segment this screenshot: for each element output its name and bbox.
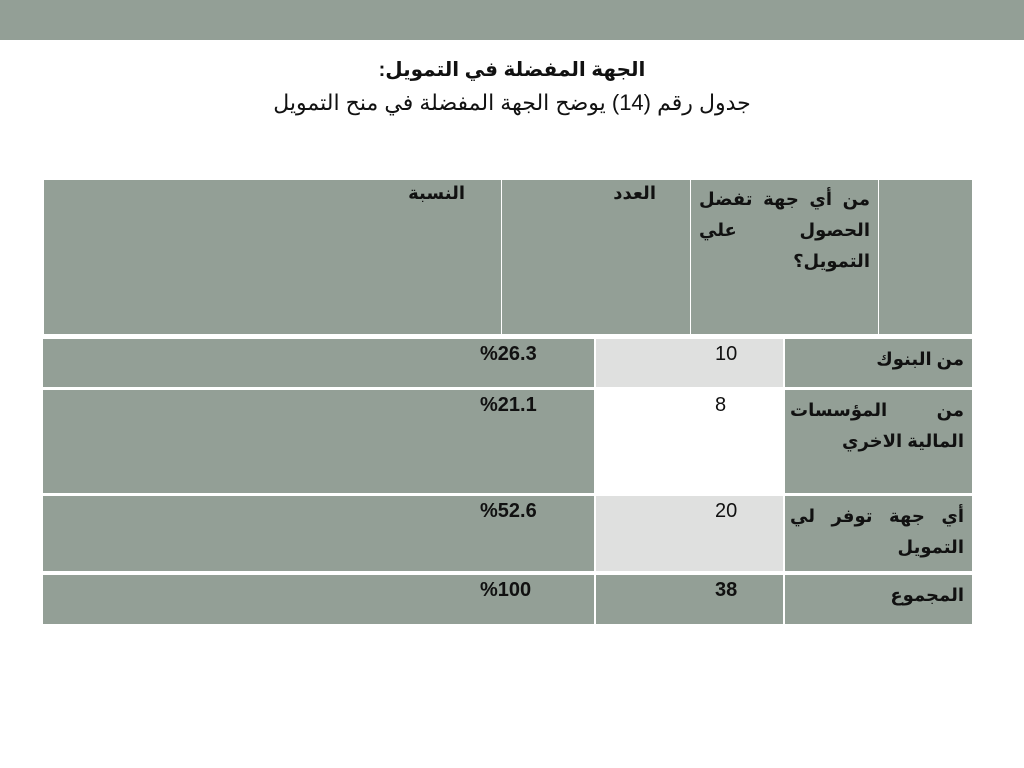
header-count: العدد	[501, 180, 690, 334]
row-label-any-source: أي جهة توفر لي التمويل	[784, 496, 972, 571]
row-label-total: المجموع	[784, 575, 972, 624]
row-percent-banks: %26.3	[480, 343, 537, 365]
header-empty-cell	[878, 180, 972, 334]
column-divider	[783, 339, 785, 624]
row-percent-total: %100	[480, 579, 532, 601]
slide-subtitle: جدول رقم (14) يوضح الجهة المفضلة في منح التمويل	[273, 90, 751, 115]
header-question: من أي جهة تفضل الحصول علي التمويل؟	[690, 180, 878, 334]
row-percent-other-institutions: %21.1	[480, 394, 537, 416]
column-divider	[594, 339, 596, 624]
top-decoration-bar	[0, 0, 1024, 40]
row-label-other-institutions: من المؤسسات المالية الاخري	[784, 390, 972, 493]
row-count-banks: 10	[595, 339, 784, 387]
header-percent: النسبة	[43, 180, 501, 334]
row-count-total: 38	[595, 575, 784, 624]
row-percent-cell	[43, 575, 595, 624]
title-block	[0, 55, 1024, 121]
row-label-banks: من البنوك	[784, 339, 972, 387]
row-percent-any-source: %52.6	[480, 500, 537, 522]
row-percent-cell	[43, 496, 595, 571]
row-percent-cell	[43, 390, 595, 493]
slide-title: الجهة المفضلة في التمويل:	[378, 59, 646, 81]
row-count-other-institutions: 8	[595, 390, 784, 493]
row-percent-cell	[43, 339, 595, 387]
row-count-any-source: 20	[595, 496, 784, 571]
